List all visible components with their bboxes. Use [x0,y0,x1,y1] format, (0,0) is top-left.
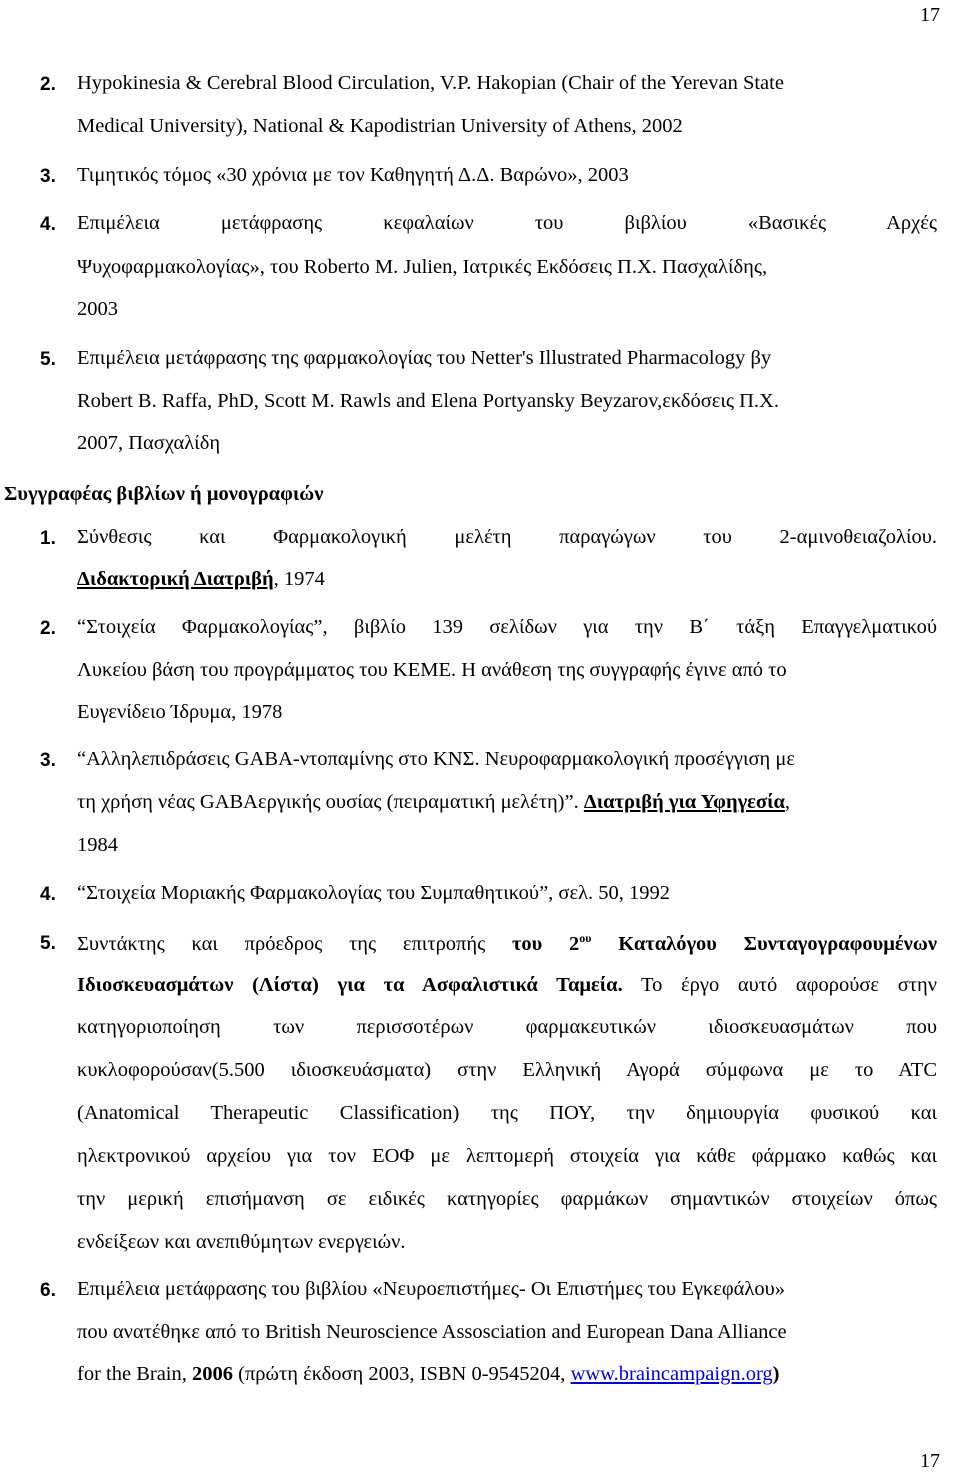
item-line: κατηγοριοποίηση των περισσοτέρων φαρμακευτικών ιδιοσκευασμάτων που [77,1016,937,1038]
item-line: “Αλληλεπιδράσεις GABA-ντοπαμίνης στο ΚΝΣ. Νευροφαρμακολογική προσέγγιση με [77,748,796,770]
ordinal-superscript: ου [579,931,592,945]
item-number: 2. [40,74,56,95]
item-line: (Anatomical Therapeutic Classification) της ΠΟΥ, την δημιουργία φυσικού και [77,1102,937,1124]
item-number: 5. [40,349,56,370]
item-line: Ευγενίδειο Ίδρυμα, 1978 [77,701,283,723]
item-line: “Στοιχεία Φαρμακολογίας”, βιβλίο 139 σελίδων για την Β΄ τάξη Επαγγελματικού [77,616,937,638]
item-text: (πρώτη έκδοση 2003, ISBN 0-9545204, [233,1363,571,1385]
item-line: Επιμέλεια μετάφρασης κεφαλαίων του βιβλίου «Βασικές Αρχές [77,212,937,234]
item-line: την μερική επισήμανση σε ειδικές κατηγορίες φαρμάκων σημαντικών στοιχείων όπως [77,1188,937,1210]
item-line: 1984 [77,834,118,856]
braincampaign-link[interactable]: www.braincampaign.org [570,1363,773,1385]
item-line [77,792,937,813]
item-line [77,932,937,954]
item-line [77,569,937,590]
item-line: Robert B. Raffa, PhD, Scott M. Rawls and Elena Portyansky Beyzarov,εκδόσεις Π.Χ. [77,390,779,412]
item-line: Τιμητικός τόμος «30 χρόνια με τον Καθηγητή Δ.Δ. Βαρώνο», 2003 [77,164,629,186]
item-text-bold: ) [772,1363,780,1385]
item-number: 4. [40,884,56,905]
item-line: κυκλοφορούσαν(5.500 ιδιοσκευάσματα) στην Ελληνική Αγορά σύμφωνα με το ΑΤC [77,1059,937,1081]
item-line: που ανατέθηκε από το British Neuroscience Assosciation and European Dana Alliance [77,1321,787,1343]
item-line: ενδείξεων και ανεπιθύμητων ενεργειών. [77,1231,406,1253]
item-number: 4. [40,214,56,235]
item-line: Hypokinesia & Cerebral Blood Circulation, V.P. Hakopian (Chair of the Yerevan State [77,72,784,94]
item-text-bold: 2006 [192,1363,233,1385]
item-line: Ψυχοφαρμακολογίας», του Roberto M. Julien, Ιατρικές Εκδόσεις Π.Χ. Πασχαλίδης, [77,256,768,278]
item-text: Το έργο αυτό αφορούσε στην [622,974,937,996]
item-number: 6. [40,1280,56,1301]
item-line: “Στοιχεία Μοριακής Φαρμακολογίας του Συμπαθητικού”, σελ. 50, 1992 [77,882,671,904]
habilitation-thesis-label: Διατριβή για Υφηγεσία [583,791,785,813]
doctoral-thesis-label: Διδακτορική Διατριβή [77,568,274,590]
item-line: Επιμέλεια μετάφρασης του βιβλίου «Νευροεπιστήμες- Οι Επιστήμες του Εγκεφάλου» [77,1278,786,1300]
item-number: 3. [40,166,56,187]
item-line: Λυκείου βάση του προγράμματος του ΚΕΜΕ. Η ανάθεση της συγγραφής έγινε από το [77,659,787,681]
item-number: 3. [40,750,56,771]
item-line: Επιμέλεια μετάφρασης της φαρμακολογίας του Netter's Illustrated Pharmacology βy [77,347,772,369]
item-line: Medical University), National & Kapodistrian University of Athens, 2002 [77,115,683,137]
item-text-bold: Ιδιοσκευασμάτων (Λίστα) για τα Ασφαλιστικά Ταμεία. [77,974,623,996]
item-text: for the Brain, [77,1363,192,1385]
item-text: τη χρήση νέας GABAεργικής ουσίας (πειραματική μελέτη)”. [77,791,584,813]
item-line [77,1364,937,1385]
page-number-top: 17 [920,4,940,26]
item-line: Σύνθεσις και Φαρμακολογική μελέτη παραγώγων του 2-αμινοθειαζολίου. [77,526,937,548]
item-line [77,975,937,996]
item-line: 2007, Πασχαλίδη [77,432,221,454]
item-number: 5. [40,933,56,954]
item-line: ηλεκτρονικού αρχείου για τον ΕΟΦ με λεπτομερή στοιχεία για κάθε φάρμακο καθώς και [77,1145,937,1167]
item-text: , [784,791,791,813]
item-line: 2003 [77,298,118,320]
page-number-bottom: 17 [920,1450,940,1472]
section-heading: Συγγραφέας βιβλίων ή μονογραφιών [4,483,324,505]
item-text-bold: του 2 [511,932,580,955]
item-text-bold: Καταλόγου Συνταγογραφουμένων [591,932,937,955]
item-number: 1. [40,528,56,549]
item-number: 2. [40,618,56,639]
item-text: , 1974 [273,568,325,590]
item-text: Συντάκτης και πρόεδρος της επιτροπής [77,932,512,955]
